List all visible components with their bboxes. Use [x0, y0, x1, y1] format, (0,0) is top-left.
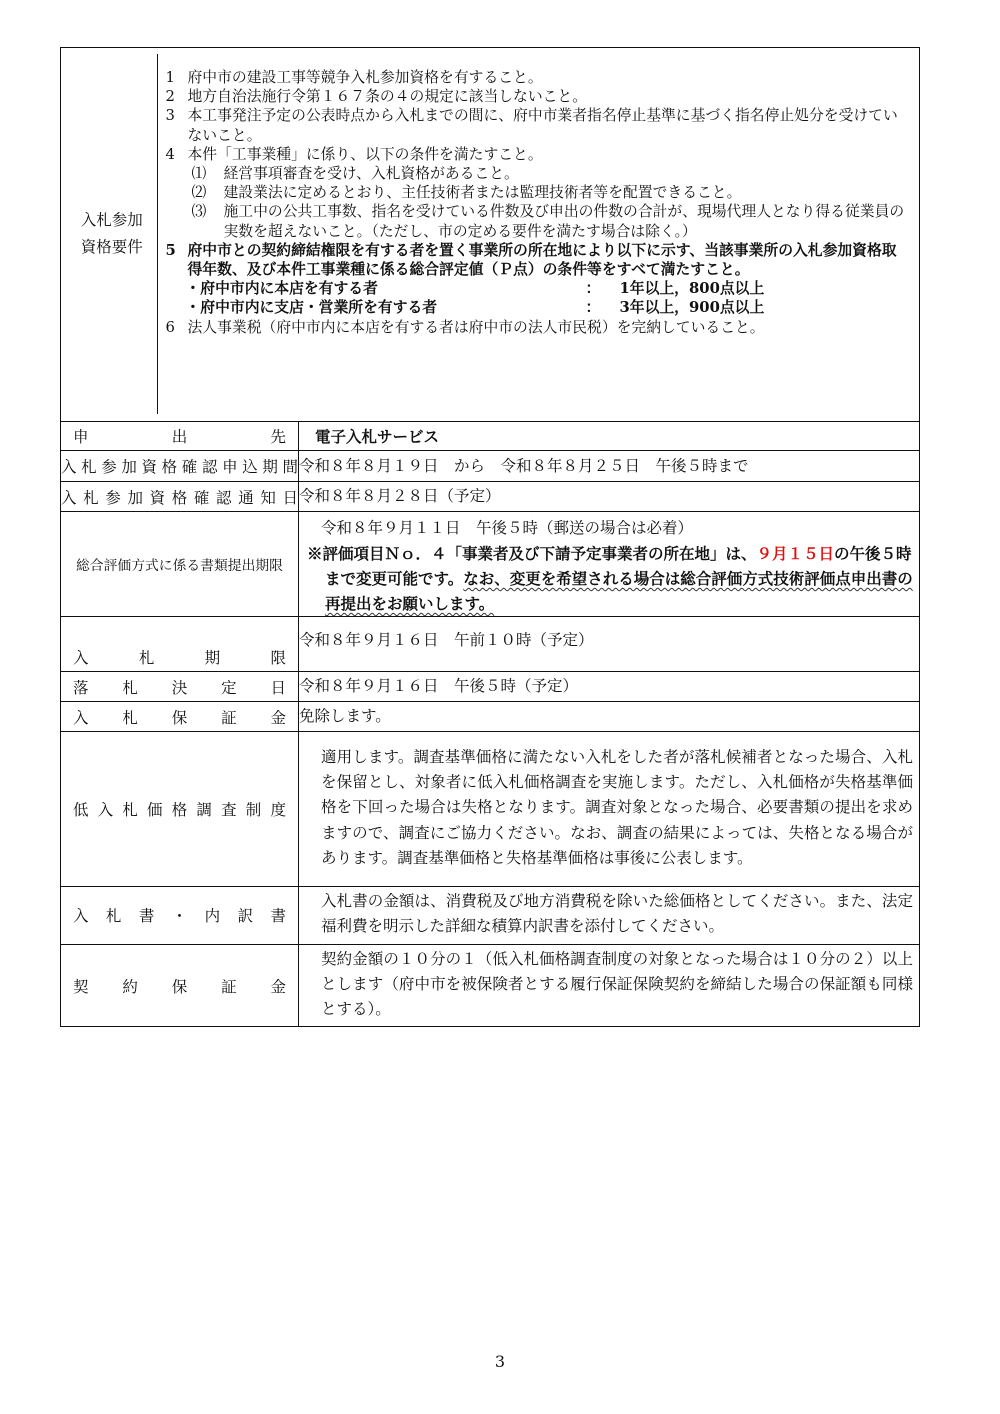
value-bid-docs: 入札書の金額は、消費税及び地方消費税を除いた総価格としてください。また、法定福利費を明示した詳細な積算内訳書を添付してください。 — [299, 887, 920, 945]
row-notification-date — [61, 482, 920, 512]
condition-separator: ： — [585, 280, 601, 298]
item-number: 6 — [165, 318, 175, 336]
label-award-date: 落札決定日 — [61, 672, 299, 702]
condition-head-office — [166, 279, 910, 298]
requirement-sub-item-3 — [166, 202, 910, 240]
condition-value: 1年以上，800点以上 — [619, 280, 765, 298]
label-submit-to: 申出先 — [61, 422, 299, 451]
label-bid-bond: 入札保証金 — [61, 702, 299, 732]
label-bid-deadline: 入札期限 — [61, 617, 299, 672]
item-number: 5 — [165, 241, 176, 259]
value-contract-bond: 契約金額の１０分の１（低入札価格調査制度の対象となった場合は１０分の２）以上とします（府中市を被保険者とする履行保証保険契約を締結した場合の保証額も同様とする）。 — [299, 944, 920, 1027]
condition-branch-office — [166, 298, 910, 317]
requirement-sub-item-1 — [166, 164, 910, 183]
row-contract-bond — [61, 944, 920, 1027]
requirements-inner-table — [67, 54, 915, 414]
label-notification-date: 入札参加資格確認通知日 — [61, 482, 299, 512]
item-number: 1 — [165, 69, 175, 86]
requirement-item-1 — [166, 68, 910, 87]
row-bid-deadline — [61, 617, 920, 672]
item-text: 法人事業税（府中市内に本店を有する者は府中市の法人市民税）を完納していること。 — [187, 318, 765, 336]
row-document-deadline — [61, 512, 920, 617]
requirements-label — [67, 54, 157, 414]
condition-text: ・府中市内に本店を有する者 — [185, 280, 378, 298]
item-text: 本件「工事業種」に係り、以下の条件を満たすこと。 — [187, 145, 543, 163]
condition-separator: ： — [585, 299, 601, 317]
requirement-sub-item-2 — [166, 183, 910, 202]
sub-item-text: 経営事項審査を受け、入札資格があること。 — [223, 165, 519, 183]
row-bid-bond — [61, 702, 920, 732]
value-bid-deadline: 令和８年９月１６日 午前１０時（予定） — [299, 617, 920, 672]
label-application-period: 入札参加資格確認申込期間 — [61, 451, 299, 482]
requirements-row — [61, 48, 920, 422]
item-text: 府中市との契約締結権限を有する者を置く事業所の所在地により以下に示す、当該事業所の入札参加資格取得年数、及び本件工事業種に係る総合評定値（Ｐ点）の条件等をすべて満たすこと。 — [187, 241, 897, 279]
label-bid-docs: 入札書・内訳書 — [61, 887, 299, 945]
value-submit-to: 電子入札サービス — [299, 422, 920, 451]
page-number: 3 — [494, 1352, 506, 1371]
deadline-note-text-c: なお、変更を希望される場合は総合評価方式技術評価点申出書の再提出をお願いします。 — [325, 569, 913, 613]
item-number: 3 — [165, 107, 175, 125]
value-application-period: 令和８年８月１９日 から 令和８年８月２５日 午後５時まで — [299, 451, 920, 482]
row-submit-to — [61, 422, 920, 451]
value-low-bid: 適用します。調査基準価格に満たない入札をした者が落札候補者となった場合、入札を保留とし、対象者に低入札価格調査を実施します。ただし、入札価格が失格基準価格を下回った場合は失格となります。調査対象となった場合、必要書類の提出を求めますので、調査にご協力ください。なお、調査の結果によっては、失格となる場合があります。調査基準価格と失格基準価格は事後に公表します。 — [299, 732, 920, 887]
requirement-item-5 — [166, 241, 910, 279]
value-bid-bond: 免除します。 — [299, 702, 920, 732]
condition-text: ・府中市内に支店・営業所を有する者 — [185, 299, 438, 317]
row-award-date — [61, 672, 920, 702]
item-text: 本工事発注予定の公表時点から入札までの間に、府中市業者指名停止基準に基づく指名停止処分を受けていないこと。 — [187, 107, 898, 144]
deadline-note-text-a: ※評価項目Ｎｏ．４「事業者及び下請予定事業者の所在地」は、 — [307, 544, 757, 563]
requirement-item-2 — [166, 87, 910, 106]
sub-item-number: ⑶ — [191, 203, 207, 221]
condition-value: 3年以上，900点以上 — [619, 299, 765, 317]
row-bid-docs — [61, 887, 920, 945]
sub-item-text: 建設業法に定めるとおり、主任技術者または監理技術者等を配置できること。 — [223, 184, 742, 202]
sub-item-number: ⑴ — [191, 165, 207, 183]
label-low-bid: 低入札価格調査制度 — [61, 732, 299, 887]
sub-item-number: ⑵ — [191, 184, 207, 202]
label-document-deadline: 総合評価方式に係る書類提出期限 — [61, 512, 299, 617]
requirement-item-3 — [166, 106, 910, 144]
row-low-bid — [61, 732, 920, 887]
item-text: 地方自治法施行令第１６７条の４の規定に該当しないこと。 — [187, 88, 588, 106]
value-award-date: 令和８年９月１６日 午後５時（予定） — [299, 672, 920, 702]
item-text: 府中市の建設工事等競争入札参加資格を有すること。 — [187, 69, 543, 86]
requirement-item-6 — [166, 318, 910, 337]
requirements-label-line2: 資格要件 — [80, 238, 143, 256]
deadline-note — [307, 541, 919, 616]
deadline-note-text-b: の午後５時まで変更可能です。 — [325, 544, 912, 588]
value-notification-date: 令和８年８月２８日（予定） — [299, 482, 920, 512]
requirement-item-4 — [166, 145, 910, 164]
item-number: 4 — [165, 145, 175, 163]
deadline-line: 令和８年９月１１日 午後５時（郵送の場合は必着） — [321, 519, 694, 537]
label-contract-bond: 契約保証金 — [61, 944, 299, 1027]
requirements-list — [157, 54, 915, 414]
row-application-period — [61, 451, 920, 482]
item-number: 2 — [165, 88, 175, 106]
value-document-deadline — [299, 512, 920, 617]
deadline-note-red-date: ９月１５日 — [756, 544, 835, 563]
sub-item-text: 施工中の公共工事数、指名を受けている件数及び申出の件数の合計が、現場代理人となり得る従業員の実数を超えないこと。（ただし、市の定める要件を満たす場合は除く。） — [223, 203, 905, 240]
bid-conditions-table — [60, 47, 920, 1027]
requirements-label-line1: 入札参加 — [80, 211, 143, 229]
